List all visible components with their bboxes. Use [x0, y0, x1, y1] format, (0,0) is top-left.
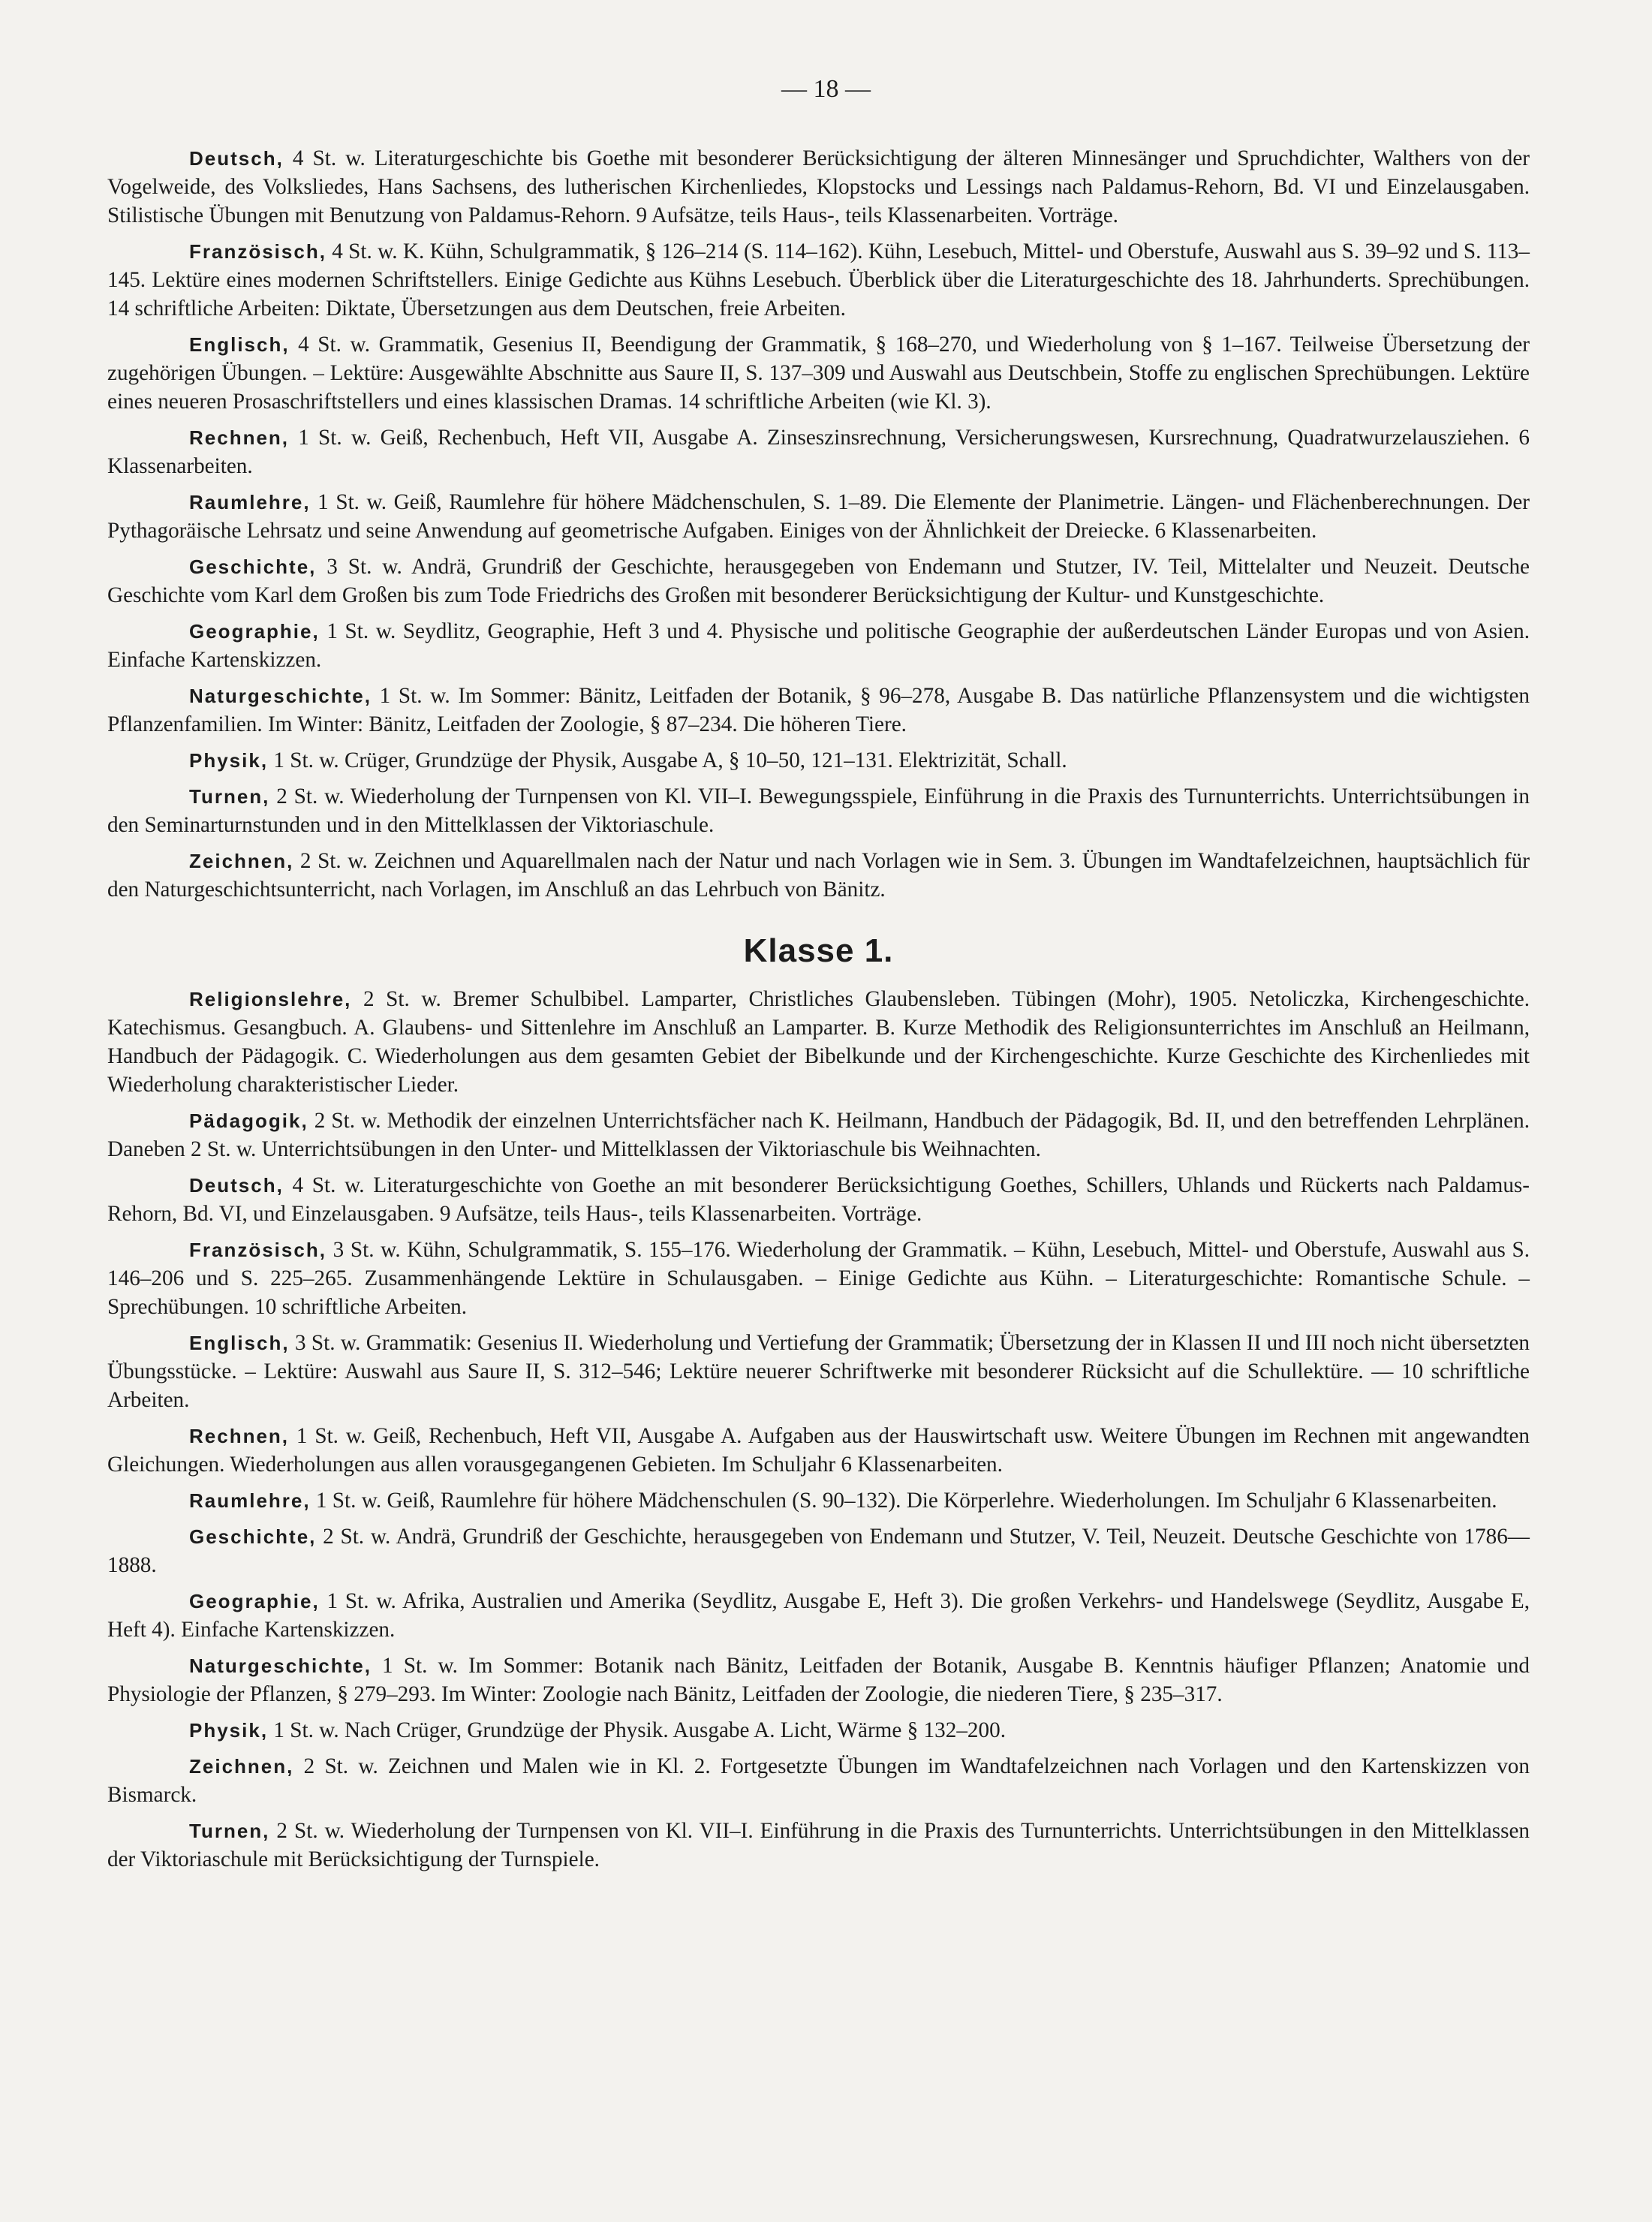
subject-name: Geographie, — [189, 620, 320, 643]
subject-name: Französisch, — [189, 1239, 326, 1261]
subject-name: Zeichnen, — [189, 850, 294, 872]
subject-name: Rechnen, — [189, 1425, 290, 1447]
subject-description: 1 St. w. Crüger, Grundzüge der Physik, Ausgabe A, § 10–50, 121–131. Elektrizität, Schall. — [268, 748, 1067, 772]
subject-name: Englisch, — [189, 1332, 290, 1354]
subject-name: Naturgeschichte, — [189, 685, 372, 707]
subject-name: Turnen, — [189, 1820, 270, 1842]
subject-paragraph — [107, 237, 1530, 323]
subject-paragraph — [107, 1486, 1530, 1515]
subject-name: Raumlehre, — [189, 1489, 311, 1512]
subject-description: 1 St. w. Im Sommer: Bänitz, Leitfaden der Botanik, § 96–278, Ausgabe B. Das natürliche Pflanzensystem und die wichtigsten Pflanzenfamilien. Im Winter: Bänitz, Leitfaden der Zoologie, § 87–234. Die höheren Tiere. — [107, 684, 1530, 736]
subject-name: Turnen, — [189, 785, 270, 808]
subject-paragraph — [107, 682, 1530, 739]
subject-name: Pädagogik, — [189, 1109, 308, 1132]
subject-paragraph — [107, 330, 1530, 416]
subject-description: 2 St. w. Andrä, Grundriß der Geschichte, herausgegeben von Endemann und Stutzer, V. Teil, Neuzeit. Deutsche Geschichte von 1786—1888. — [107, 1525, 1530, 1577]
subject-paragraph — [107, 1752, 1530, 1809]
subject-name: Physik, — [189, 749, 269, 772]
subject-paragraph — [107, 985, 1530, 1099]
subject-paragraph — [107, 1716, 1530, 1745]
subject-name: Geschichte, — [189, 556, 317, 578]
subject-paragraph — [107, 746, 1530, 775]
subject-paragraph — [107, 423, 1530, 480]
section-heading: Klasse 1. — [743, 932, 894, 969]
subject-description: 2 St. w. Zeichnen und Aquarellmalen nach der Natur und nach Vorlagen wie in Sem. 3. Übungen im Wandtafelzeichnen, hauptsächlich für den Naturgeschichtsunterricht, nach Vorlagen, im Anschluß an das Lehrbuch von Bänitz. — [107, 849, 1530, 902]
section-klasse-2-continued — [107, 144, 1530, 904]
subject-description: 1 St. w. Nach Crüger, Grundzüge der Physik. Ausgabe A. Licht, Wärme § 132–200. — [268, 1718, 1006, 1742]
subject-description: 1 St. w. Afrika, Australien und Amerika (Seydlitz, Ausgabe E, Heft 3). Die großen Verkehrs- und Handelswege (Seydlitz, Ausgabe E, Heft 4). Einfache Kartenskizzen. — [107, 1589, 1530, 1642]
subject-description: 1 St. w. Geiß, Raumlehre für höhere Mädchenschulen, S. 1–89. Die Elemente der Planimetrie. Längen- und Flächenberechnungen. Der Pythagoräische Lehrsatz und seine Anwendung auf geometrische Aufgaben. Einiges von der Ähnlichkeit der Dreiecke. 6 Klassenarbeiten. — [107, 490, 1530, 543]
subject-paragraph — [107, 1422, 1530, 1479]
subject-paragraph — [107, 782, 1530, 839]
subject-description: 1 St. w. Im Sommer: Botanik nach Bänitz, Leitfaden der Botanik, Ausgabe B. Kenntnis häufiger Pflanzen; Anatomie und Physiologie der Pflanzen, § 279–293. Im Winter: Zoologie nach Bänitz, Leitfaden der Zoologie, die niederen Tiere, § 235–317. — [107, 1654, 1530, 1706]
subject-description: 4 St. w. Literaturgeschichte bis Goethe mit besonderer Berücksichtigung der älteren Minnesänger und Spruchdichter, Walthers von der Vogelweide, des Volksliedes, Hans Sachsens, des lutherischen Kirchenliedes, Klopstocks und Lessings nach Paldamus-Rehorn, Bd. VI und Einzelausgaben. Stilistische Übungen mit Benutzung von Paldamus-Rehorn. 9 Aufsätze, teils Haus-, teils Klassenarbeiten. Vorträge. — [107, 146, 1530, 227]
subject-name: Deutsch, — [189, 147, 284, 170]
subject-description: 2 St. w. Wiederholung der Turnpensen von Kl. VII–I. Einführung in die Praxis des Turnunterrichts. Unterrichtsübungen in den Mittelklassen der Viktoriaschule mit Berücksichtigung der Turnspiele. — [107, 1819, 1530, 1871]
subject-description: 3 St. w. Kühn, Schulgrammatik, S. 155–176. Wiederholung der Grammatik. – Kühn, Lesebuch, Mittel- und Oberstufe, Auswahl aus S. 146–206 und S. 225–265. Zusammenhängende Lektüre in Schulausgaben. – Einige Gedichte aus Kühn. – Literaturgeschichte: Romantische Schule. – Sprechübungen. 10 schriftliche Arbeiten. — [107, 1238, 1530, 1319]
subject-description: 3 St. w. Grammatik: Gesenius II. Wiederholung und Vertiefung der Grammatik; Übersetzung der in Klassen II und III noch nicht übersetzten Übungsstücke. – Lektüre: Auswahl aus Saure II, S. 312–546; Lektüre neuerer Schriftwerke mit besonderer Rücksicht auf die Schullektüre. — 10 schriftliche Arbeiten. — [107, 1331, 1530, 1412]
subject-description: 2 St. w. Bremer Schulbibel. Lamparter, Christliches Glaubensleben. Tübingen (Mohr), 1905. Netoliczka, Kirchengeschichte. Katechismus. Gesangbuch. A. Glaubens- und Sittenlehre im Anschluß an Lamparter. B. Kurze Methodik des Religionsunterrichtes im Anschluß an Heilmann, Handbuch der Pädagogik. C. Wiederholungen aus dem gesamten Gebiet der Bibelkunde und der Kirchengeschichte. Kurze Geschichte des Kirchenliedes mit Wiederholung charakteristischer Lieder. — [107, 987, 1530, 1097]
subject-name: Zeichnen, — [189, 1755, 294, 1778]
subject-name: Naturgeschichte, — [189, 1654, 372, 1677]
subject-paragraph — [107, 1171, 1530, 1228]
subject-description: 1 St. w. Geiß, Rechenbuch, Heft VII, Ausgabe A. Aufgaben aus der Hauswirtschaft usw. Weitere Übungen im Rechnen mit angewandten Gleichungen. Wiederholungen aus allen vorausgegangenen Gebieten. Im Schuljahr 6 Klassenarbeiten. — [107, 1424, 1530, 1477]
subject-name: Französisch, — [189, 240, 326, 263]
subject-paragraph — [107, 1651, 1530, 1709]
subject-description: 2 St. w. Zeichnen und Malen wie in Kl. 2. Fortgesetzte Übungen im Wandtafelzeichnen nach Vorlagen und den Kartenskizzen von Bismarck. — [107, 1754, 1530, 1807]
subject-name: Rechnen, — [189, 426, 290, 449]
subject-name: Religionslehre, — [189, 988, 352, 1010]
subject-name: Raumlehre, — [189, 491, 311, 513]
subject-paragraph — [107, 1522, 1530, 1579]
subject-paragraph — [107, 847, 1530, 904]
subject-paragraph — [107, 1587, 1530, 1644]
subject-paragraph — [107, 1329, 1530, 1414]
subject-paragraph — [107, 1106, 1530, 1164]
subject-description: 1 St. w. Geiß, Raumlehre für höhere Mädchenschulen (S. 90–132). Die Körperlehre. Wiederholungen. Im Schuljahr 6 Klassenarbeiten. — [310, 1489, 1497, 1513]
subject-paragraph — [107, 144, 1530, 230]
subject-name: Geschichte, — [189, 1525, 317, 1548]
subject-paragraph — [107, 552, 1530, 610]
subject-paragraph — [107, 488, 1530, 545]
subject-description: 2 St. w. Wiederholung der Turnpensen von Kl. VII–I. Bewegungsspiele, Einführung in die Praxis des Turnunterrichts. Unterrichtsübungen in den Seminarturnstunden und in den Mittelklassen der Viktoriaschule. — [107, 784, 1530, 837]
subject-paragraph — [107, 1817, 1530, 1874]
subject-name: Geographie, — [189, 1590, 320, 1612]
subject-description: 1 St. w. Seydlitz, Geographie, Heft 3 und 4. Physische und politische Geographie der außerdeutschen Länder Europas und von Asien. Einfache Kartenskizzen. — [107, 619, 1530, 672]
subject-description: 2 St. w. Methodik der einzelnen Unterrichtsfächer nach K. Heilmann, Handbuch der Pädagogik, Bd. II, und den betreffenden Lehrplänen. Daneben 2 St. w. Unterrichtsübungen in den Unter- und Mittelklassen der Viktoriaschule bis Weihnachten. — [107, 1109, 1530, 1161]
subject-description: 1 St. w. Geiß, Rechenbuch, Heft VII, Ausgabe A. Zinseszinsrechnung, Versicherungswesen, Kursrechnung, Quadratwurzelausziehen. 6 Klassenarbeiten. — [107, 426, 1530, 478]
text-column — [107, 144, 1530, 1881]
subject-description: 3 St. w. Andrä, Grundriß der Geschichte, herausgegeben von Endemann und Stutzer, IV. Teil, Mittelalter und Neuzeit. Deutsche Geschichte vom Karl dem Großen bis zum Tode Friedrichs des Großen mit besonderer Berücksichtigung der Kultur- und Kunstgeschichte. — [107, 555, 1530, 607]
subject-description: 4 St. w. K. Kühn, Schulgrammatik, § 126–214 (S. 114–162). Kühn, Lesebuch, Mittel- und Oberstufe, Auswahl aus S. 39–92 und S. 113–145. Lektüre eines modernen Schriftstellers. Einige Gedichte aus Kühns Lesebuch. Überblick über die Literaturgeschichte des 18. Jahrhunderts. Sprechübungen. 14 schriftliche Arbeiten: Diktate, Übersetzungen aus dem Deutschen, freie Arbeiten. — [107, 239, 1530, 321]
subject-description: 4 St. w. Literaturgeschichte von Goethe an mit besonderer Berücksichtigung Goethes, Schillers, Uhlands und Rückerts nach Paldamus-Rehorn, Bd. VI, und Einzelausgaben. 9 Aufsätze, teils Haus-, teils Klassenarbeiten. Vorträge. — [107, 1173, 1530, 1226]
subject-name: Englisch, — [189, 333, 290, 356]
section-klasse-1 — [107, 985, 1530, 1874]
page-number: — 18 — — [781, 75, 871, 103]
subject-paragraph — [107, 1236, 1530, 1321]
subject-paragraph — [107, 617, 1530, 674]
subject-description: 4 St. w. Grammatik, Gesenius II, Beendigung der Grammatik, § 168–270, und Wiederholung von § 1–167. Teilweise Übersetzung der zugehörigen Übungen. – Lektüre: Ausgewählte Abschnitte aus Saure II, S. 137–309 und Auswahl aus Deutschbein, Stoffe zu englischen Sprechübungen. Lektüre eines neueren Prosaschriftstellers und eines klassischen Dramas. 14 schriftliche Arbeiten (wie Kl. 3). — [107, 333, 1530, 414]
subject-name: Physik, — [189, 1719, 269, 1742]
subject-name: Deutsch, — [189, 1174, 284, 1197]
